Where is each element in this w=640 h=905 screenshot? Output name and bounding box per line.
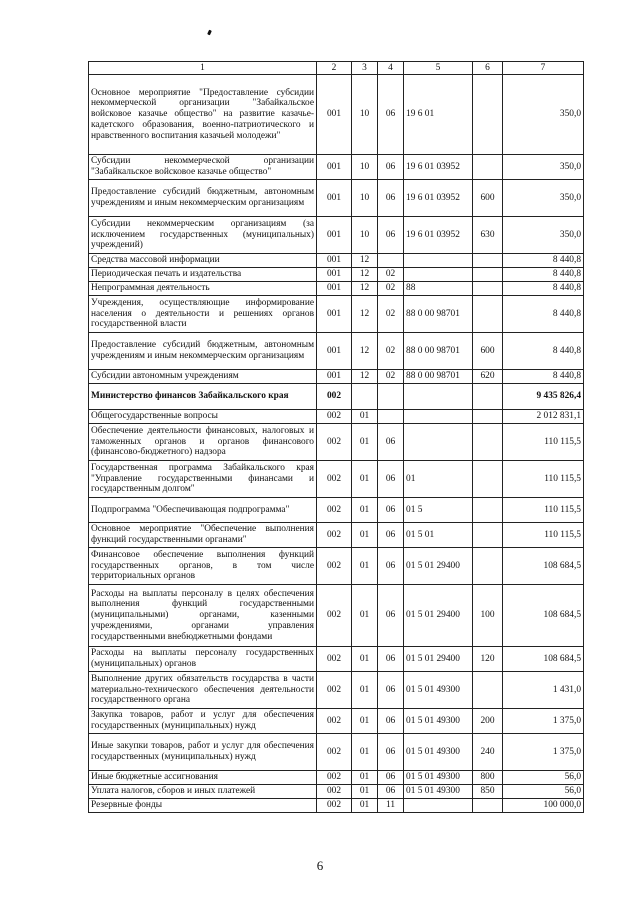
cell-grbs: 001	[317, 75, 352, 155]
cell-name: Резервные фонды	[89, 799, 317, 813]
cell-section	[352, 384, 378, 410]
cell-subsection: 02	[378, 282, 404, 296]
cell-target-article: 01 5 01 49300	[404, 771, 473, 785]
header-cell-section: 3	[352, 62, 378, 75]
cell-amount: 2 012 831,1	[503, 410, 584, 424]
cell-expense-type: 240	[473, 734, 503, 771]
cell-subsection: 06	[378, 180, 404, 217]
cell-subsection: 02	[378, 268, 404, 282]
cell-grbs: 002	[317, 424, 352, 461]
cell-amount: 1 431,0	[503, 672, 584, 709]
cell-name: Финансовое обеспечение выполнения функций государственных органов, в том числе территориальных органов	[89, 548, 317, 585]
cell-grbs: 001	[317, 254, 352, 268]
cell-section: 01	[352, 771, 378, 785]
table-row	[89, 410, 584, 424]
cell-target-article: 01 5	[404, 498, 473, 523]
cell-amount: 350,0	[503, 180, 584, 217]
table-row	[89, 296, 584, 333]
table-row	[89, 461, 584, 498]
cell-amount: 110 115,5	[503, 461, 584, 498]
cell-expense-type: 100	[473, 585, 503, 647]
header-cell-name: 1	[89, 62, 317, 75]
cell-section: 01	[352, 585, 378, 647]
cell-grbs: 002	[317, 410, 352, 424]
cell-expense-type: 630	[473, 217, 503, 254]
cell-grbs: 001	[317, 180, 352, 217]
cell-subsection: 06	[378, 585, 404, 647]
cell-amount: 8 440,8	[503, 254, 584, 268]
cell-amount: 56,0	[503, 771, 584, 785]
cell-target-article	[404, 384, 473, 410]
cell-expense-type	[473, 461, 503, 498]
cell-section: 12	[352, 333, 378, 370]
cell-grbs: 002	[317, 384, 352, 410]
cell-subsection: 06	[378, 785, 404, 799]
cell-name: Периодическая печать и издательства	[89, 268, 317, 282]
cell-grbs: 001	[317, 370, 352, 384]
cell-name: Непрограммная деятельность	[89, 282, 317, 296]
cell-subsection	[378, 254, 404, 268]
cell-section: 01	[352, 672, 378, 709]
cell-amount: 8 440,8	[503, 333, 584, 370]
cell-grbs: 002	[317, 672, 352, 709]
cell-subsection: 06	[378, 734, 404, 771]
table-row	[89, 498, 584, 523]
cell-subsection: 06	[378, 647, 404, 672]
cell-grbs: 001	[317, 155, 352, 180]
cell-amount: 350,0	[503, 217, 584, 254]
cell-section: 01	[352, 709, 378, 734]
cell-name: Расходы на выплаты персоналу в целях обеспечения выполнения функций государственными (муниципальными) органами, казенными учреждениями, органами управления государственными внебюджетными фондами	[89, 585, 317, 647]
cell-name: Выполнение других обязательств государства в части материально-технического обеспечения деятельности государственного органа	[89, 672, 317, 709]
cell-subsection: 06	[378, 672, 404, 709]
header-cell-amount: 7	[503, 62, 584, 75]
cell-grbs: 001	[317, 296, 352, 333]
cell-section: 12	[352, 254, 378, 268]
cell-expense-type: 200	[473, 709, 503, 734]
cell-target-article: 19 6 01	[404, 75, 473, 155]
cell-subsection: 06	[378, 771, 404, 785]
cell-subsection: 06	[378, 75, 404, 155]
cell-name: Субсидии некоммерческой организации "Забайкальское войсковое казачье общество"	[89, 155, 317, 180]
cell-expense-type	[473, 672, 503, 709]
cell-expense-type	[473, 523, 503, 548]
cell-subsection: 02	[378, 333, 404, 370]
table-row	[89, 370, 584, 384]
cell-amount: 1 375,0	[503, 709, 584, 734]
cell-subsection: 06	[378, 548, 404, 585]
cell-amount: 1 375,0	[503, 734, 584, 771]
cell-subsection: 06	[378, 523, 404, 548]
cell-target-article: 01 5 01	[404, 523, 473, 548]
cell-grbs: 002	[317, 647, 352, 672]
cell-name: Предоставление субсидий бюджетным, автономным учреждениям и иным некоммерческим организациям	[89, 180, 317, 217]
header-cell-grbs: 2	[317, 62, 352, 75]
cell-expense-type	[473, 268, 503, 282]
table-row	[89, 282, 584, 296]
cell-target-article: 01 5 01 49300	[404, 734, 473, 771]
cell-subsection	[378, 384, 404, 410]
cell-target-article: 88	[404, 282, 473, 296]
cell-expense-type	[473, 384, 503, 410]
cell-target-article	[404, 799, 473, 813]
cell-amount: 8 440,8	[503, 296, 584, 333]
table-row	[89, 254, 584, 268]
header-row	[89, 62, 584, 75]
table-row	[89, 709, 584, 734]
cell-expense-type	[473, 410, 503, 424]
cell-section: 01	[352, 785, 378, 799]
header-cell-target-article: 5	[404, 62, 473, 75]
cell-grbs: 002	[317, 709, 352, 734]
cell-section: 01	[352, 799, 378, 813]
cell-target-article: 01 5 01 29400	[404, 647, 473, 672]
cell-amount: 108 684,5	[503, 548, 584, 585]
cell-grbs: 002	[317, 785, 352, 799]
cell-section: 12	[352, 296, 378, 333]
cell-amount: 8 440,8	[503, 370, 584, 384]
table-row	[89, 672, 584, 709]
cell-target-article	[404, 254, 473, 268]
cell-target-article	[404, 410, 473, 424]
cell-section: 10	[352, 217, 378, 254]
cell-subsection: 06	[378, 155, 404, 180]
cell-subsection	[378, 410, 404, 424]
cell-name: Субсидии автономным учреждениям	[89, 370, 317, 384]
cell-target-article: 01 5 01 49300	[404, 672, 473, 709]
cell-amount: 110 115,5	[503, 424, 584, 461]
cell-target-article: 88 0 00 98701	[404, 333, 473, 370]
table-row	[89, 75, 584, 155]
cell-name: Основное мероприятие "Предоставление субсидии некоммерческой организации "Забайкальское войсковое казачье общество" на развитие казачье-кадетского образования, военно-патриотического и нравственного воспитания казачьей молодежи"	[89, 75, 317, 155]
cell-target-article: 88 0 00 98701	[404, 296, 473, 333]
table-row	[89, 799, 584, 813]
cell-grbs: 001	[317, 217, 352, 254]
page-number: 6	[316, 858, 324, 873]
cell-section: 12	[352, 282, 378, 296]
cell-target-article: 01 5 01 49300	[404, 785, 473, 799]
cell-name: Средства массовой информации	[89, 254, 317, 268]
table-row	[89, 155, 584, 180]
cell-section: 12	[352, 370, 378, 384]
cell-section: 10	[352, 75, 378, 155]
cell-target-article: 01	[404, 461, 473, 498]
cell-target-article: 19 6 01 03952	[404, 180, 473, 217]
cell-section: 01	[352, 647, 378, 672]
cell-section: 10	[352, 155, 378, 180]
cell-section: 12	[352, 268, 378, 282]
cell-grbs: 001	[317, 268, 352, 282]
cell-expense-type: 600	[473, 180, 503, 217]
cell-name: Иные бюджетные ассигнования	[89, 771, 317, 785]
cell-expense-type	[473, 282, 503, 296]
cell-expense-type	[473, 498, 503, 523]
cell-target-article: 88 0 00 98701	[404, 370, 473, 384]
cell-name: Предоставление субсидий бюджетным, автономным учреждениям и иным некоммерческим организациям	[89, 333, 317, 370]
table-row	[89, 333, 584, 370]
cell-expense-type	[473, 75, 503, 155]
cell-subsection: 06	[378, 461, 404, 498]
cell-target-article: 01 5 01 49300	[404, 709, 473, 734]
cell-name: Расходы на выплаты персоналу государственных (муниципальных) органов	[89, 647, 317, 672]
cell-subsection: 06	[378, 217, 404, 254]
cell-subsection: 06	[378, 498, 404, 523]
cell-amount: 9 435 826,4	[503, 384, 584, 410]
table-row	[89, 268, 584, 282]
cell-section: 01	[352, 548, 378, 585]
cell-subsection: 02	[378, 370, 404, 384]
cell-name: Основное мероприятие "Обеспечение выполнения функций государственными органами"	[89, 523, 317, 548]
cell-expense-type	[473, 548, 503, 585]
table-row	[89, 734, 584, 771]
cell-amount: 108 684,5	[503, 647, 584, 672]
cell-amount: 110 115,5	[503, 498, 584, 523]
cell-expense-type	[473, 799, 503, 813]
cell-amount: 350,0	[503, 75, 584, 155]
cell-expense-type	[473, 155, 503, 180]
cell-target-article: 19 6 01 03952	[404, 155, 473, 180]
table-row	[89, 771, 584, 785]
table-row	[89, 548, 584, 585]
cell-target-article: 01 5 01 29400	[404, 585, 473, 647]
cell-amount: 56,0	[503, 785, 584, 799]
cell-expense-type	[473, 424, 503, 461]
table-row	[89, 180, 584, 217]
table-row	[89, 424, 584, 461]
cell-name: Уплата налогов, сборов и иных платежей	[89, 785, 317, 799]
cell-target-article: 01 5 01 29400	[404, 548, 473, 585]
cell-amount: 100 000,0	[503, 799, 584, 813]
cell-expense-type: 620	[473, 370, 503, 384]
cell-grbs: 002	[317, 523, 352, 548]
cell-grbs: 001	[317, 333, 352, 370]
cell-target-article	[404, 268, 473, 282]
table-row	[89, 217, 584, 254]
cell-expense-type	[473, 296, 503, 333]
cell-target-article: 19 6 01 03952	[404, 217, 473, 254]
cell-section: 01	[352, 734, 378, 771]
cell-amount: 110 115,5	[503, 523, 584, 548]
cell-grbs: 002	[317, 548, 352, 585]
cell-section: 01	[352, 461, 378, 498]
cell-name: Субсидии некоммерческим организациям (за исключением государственных (муниципальных) учреждений)	[89, 217, 317, 254]
cell-grbs: 002	[317, 734, 352, 771]
cell-name: Подпрограмма "Обеспечивающая подпрограмма"	[89, 498, 317, 523]
cell-grbs: 002	[317, 585, 352, 647]
header-cell-subsection: 4	[378, 62, 404, 75]
cell-subsection: 02	[378, 296, 404, 333]
cell-name: Учреждения, осуществляющие информирование населения о деятельности и решениях органов государственной власти	[89, 296, 317, 333]
cell-name: Обеспечение деятельности финансовых, налоговых и таможенных органов и органов финансового (финансово-бюджетного) надзора	[89, 424, 317, 461]
header-cell-expense-type: 6	[473, 62, 503, 75]
cell-grbs: 002	[317, 771, 352, 785]
cell-subsection: 06	[378, 709, 404, 734]
cell-name: Министерство финансов Забайкальского края	[89, 384, 317, 410]
table-row	[89, 785, 584, 799]
cell-section: 01	[352, 424, 378, 461]
cell-grbs: 002	[317, 498, 352, 523]
cell-amount: 350,0	[503, 155, 584, 180]
table-row	[89, 523, 584, 548]
cell-amount: 8 440,8	[503, 282, 584, 296]
budget-table	[88, 61, 584, 813]
cell-expense-type: 600	[473, 333, 503, 370]
cell-expense-type: 120	[473, 647, 503, 672]
cell-name: Иные закупки товаров, работ и услуг для обеспечения государственных (муниципальных) нужд	[89, 734, 317, 771]
cell-target-article	[404, 424, 473, 461]
cell-subsection: 06	[378, 424, 404, 461]
table-row	[89, 585, 584, 647]
cell-grbs: 002	[317, 799, 352, 813]
cell-grbs: 002	[317, 461, 352, 498]
cell-expense-type: 800	[473, 771, 503, 785]
scan-mark	[207, 30, 212, 36]
cell-name: Общегосударственные вопросы	[89, 410, 317, 424]
table-row	[89, 647, 584, 672]
cell-expense-type	[473, 254, 503, 268]
cell-amount: 8 440,8	[503, 268, 584, 282]
cell-section: 01	[352, 498, 378, 523]
cell-expense-type: 850	[473, 785, 503, 799]
cell-name: Государственная программа Забайкальского края "Управление государственными финансами и государственным долгом"	[89, 461, 317, 498]
table-row	[89, 384, 584, 410]
cell-grbs: 001	[317, 282, 352, 296]
cell-section: 10	[352, 180, 378, 217]
cell-subsection: 11	[378, 799, 404, 813]
cell-name: Закупка товаров, работ и услуг для обеспечения государственных (муниципальных) нужд	[89, 709, 317, 734]
cell-section: 01	[352, 410, 378, 424]
cell-section: 01	[352, 523, 378, 548]
cell-amount: 108 684,5	[503, 585, 584, 647]
